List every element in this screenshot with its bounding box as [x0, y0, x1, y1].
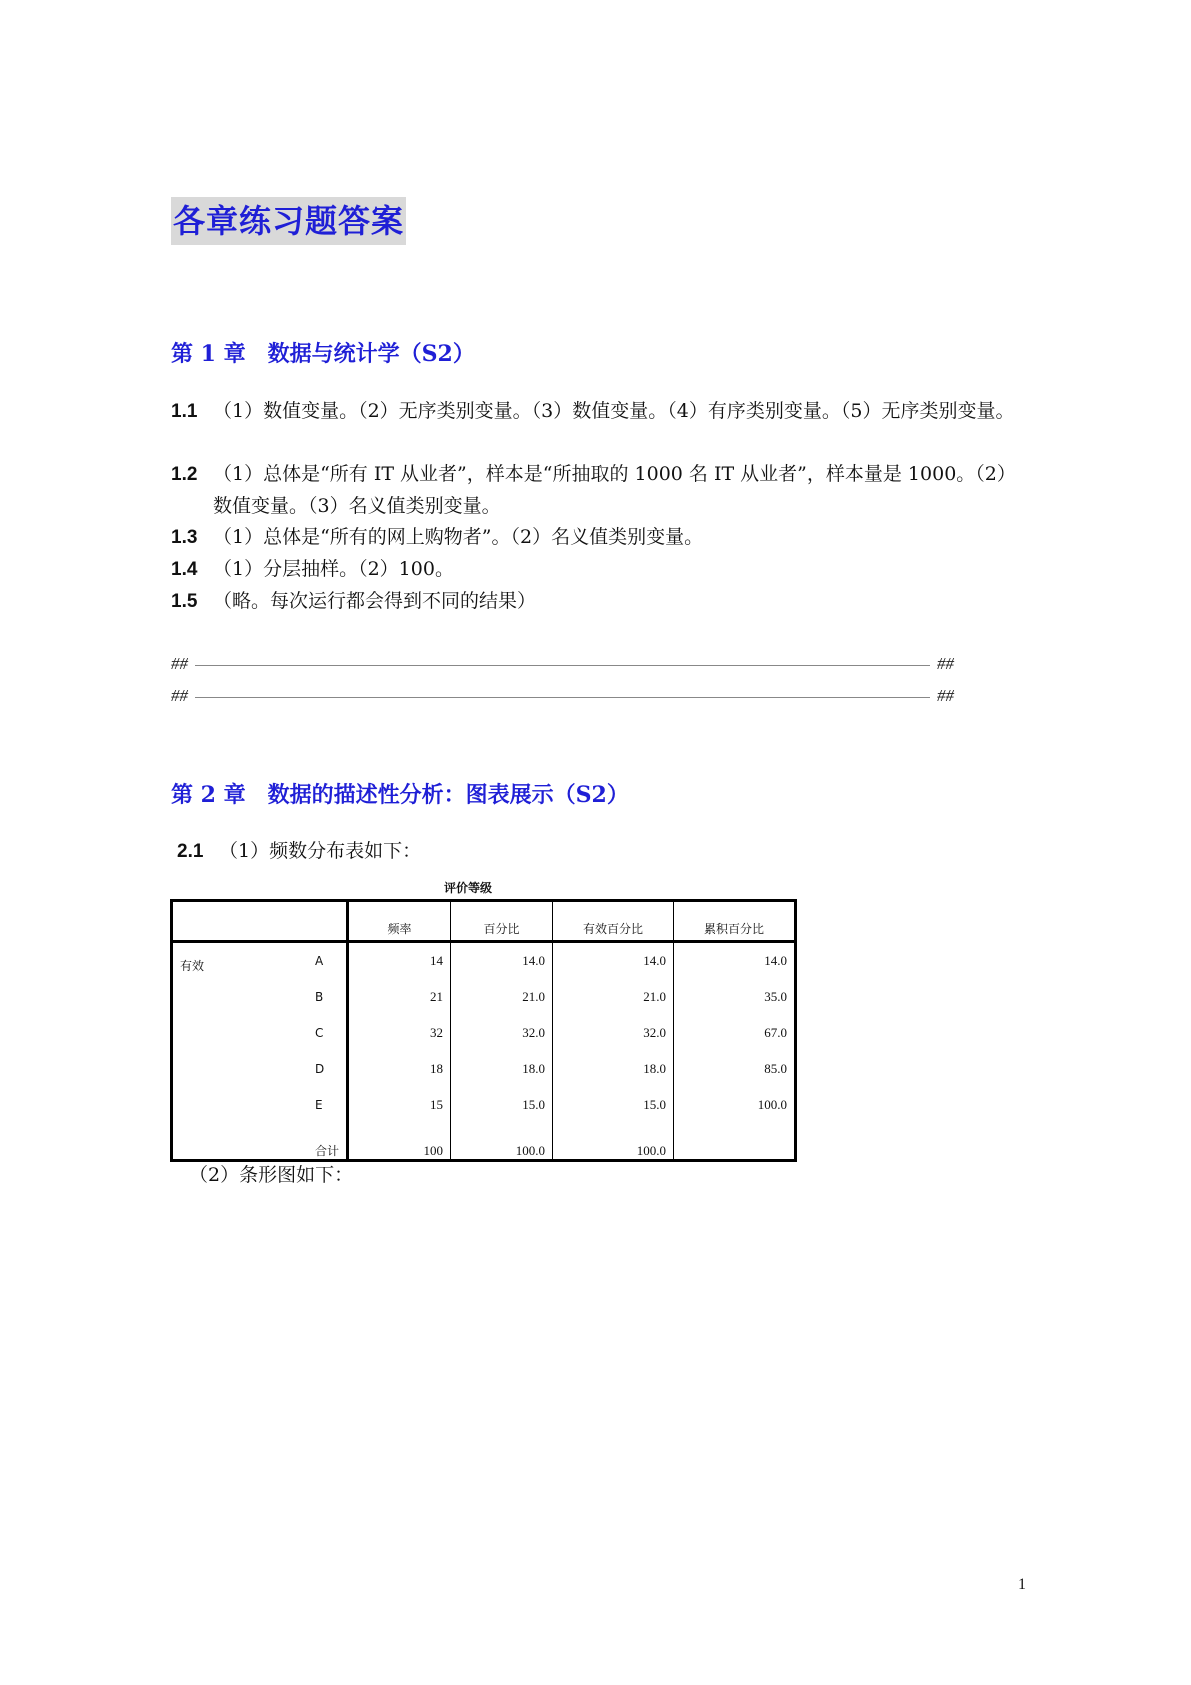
cell-frequency: 18: [348, 1051, 451, 1087]
category-label: C: [315, 1026, 324, 1040]
exercise-number: 1.3: [171, 527, 198, 548]
cell-frequency: 32: [348, 1015, 451, 1051]
cell-cumulative-percent: 14.0: [764, 953, 788, 968]
exercise-1-5: [171, 586, 1031, 618]
exercise-1-4: [171, 554, 1031, 586]
cell-percent: 18.0: [451, 1051, 553, 1087]
exercise-text: （1）分层抽样。（2）100。: [213, 558, 454, 580]
exercise-number: 1.1: [171, 401, 198, 422]
row-category: [247, 1051, 348, 1087]
cell-valid-percent: 21.0: [553, 979, 674, 1015]
row-category: [247, 1087, 348, 1123]
table-row: [172, 1015, 796, 1051]
exercise-number: 2.1: [177, 841, 204, 862]
table-row: [172, 1051, 796, 1087]
table-row: [172, 942, 796, 980]
cell-frequency: 14: [348, 942, 451, 980]
separator-line: [171, 654, 954, 674]
category-label: B: [315, 990, 324, 1004]
separator-right-mark: ##: [937, 686, 954, 705]
cell-frequency: 21: [348, 979, 451, 1015]
chapter-1-heading: 第 1 章 数据与统计学（S2）: [171, 341, 475, 367]
category-label: D: [315, 1062, 325, 1076]
cell-valid-percent: 14.0: [553, 942, 674, 980]
cell-valid-percent: 18.0: [553, 1051, 674, 1087]
column-header-percent: 百分比: [451, 901, 553, 942]
exercise-number: 1.4: [171, 559, 198, 580]
separator-rule: [195, 665, 930, 666]
column-header-cumulative-percent: 累积百分比: [674, 901, 796, 942]
exercise-text: （1）数值变量。（2）无序类别变量。（3）数值变量。（4）有序类别变量。（5）无序类别变量。: [213, 400, 1015, 422]
separator-left-mark: ##: [171, 686, 188, 705]
group-label: 有效: [180, 959, 205, 973]
exercise-1-2: [171, 459, 1031, 522]
cell-frequency: 100: [348, 1123, 451, 1161]
separator-left-mark: ##: [171, 654, 188, 673]
table-title: 评价等级: [443, 881, 492, 895]
cell-frequency: 15: [348, 1087, 451, 1123]
category-label: A: [315, 954, 324, 968]
exercise-1-1: [171, 396, 1031, 428]
cell-percent: 21.0: [451, 979, 553, 1015]
exercise-2-1: [177, 836, 1037, 868]
frequency-table: [170, 899, 797, 1162]
row-category: [247, 942, 348, 980]
table-row-total: [172, 1123, 796, 1161]
cell-valid-percent: 100.0: [553, 1123, 674, 1161]
cell-percent: 15.0: [451, 1087, 553, 1123]
cell-valid-percent: 32.0: [553, 1015, 674, 1051]
row-category: [247, 979, 348, 1015]
separator-rule: [195, 697, 930, 698]
column-header-frequency: 频率: [348, 901, 451, 942]
category-label: E: [315, 1098, 323, 1112]
table-header-row: [172, 901, 796, 942]
cell-valid-percent: 15.0: [553, 1087, 674, 1123]
category-label: 合计: [315, 1144, 340, 1158]
cell-cumulative-percent: 85.0: [764, 1061, 788, 1076]
cell-cumulative-percent: [674, 1123, 796, 1161]
exercise-text: （1）总体是“所有的网上购物者”。（2）名义值类别变量。: [213, 526, 704, 548]
exercise-number: 1.5: [171, 591, 198, 612]
cell-cumulative-percent: 100.0: [757, 1097, 788, 1112]
cell-percent: 32.0: [451, 1015, 553, 1051]
row-category: [247, 1015, 348, 1051]
table-corner-cell: [172, 901, 348, 942]
exercise-text: （1）总体是“所有 IT 从业者”，样本是“所抽取的 1000 名 IT 从业者”，样本量是 1000。（2）数值变量。（3）名义值类别变量。: [213, 463, 1016, 517]
separator-line: [171, 686, 954, 706]
page-number: 1: [1018, 1576, 1026, 1593]
column-header-valid-percent: 有效百分比: [553, 901, 674, 942]
page-title: 各章练习题答案: [171, 197, 406, 245]
exercise-text: （1）频数分布表如下：: [219, 840, 422, 862]
cell-cumulative-percent: 35.0: [764, 989, 788, 1004]
table-row: [172, 979, 796, 1015]
table-row: [172, 1087, 796, 1123]
exercise-text: （略。每次运行都会得到不同的结果）: [213, 590, 537, 612]
separator-right-mark: ##: [937, 654, 954, 673]
row-category: [247, 1123, 348, 1161]
exercise-number: 1.2: [171, 464, 198, 485]
cell-percent: 14.0: [451, 942, 553, 980]
exercise-1-3: [171, 522, 1031, 554]
chapter-2-heading: 第 2 章 数据的描述性分析：图表展示（S2）: [171, 782, 629, 808]
bar-chart-intro: （2）条形图如下：: [189, 1164, 354, 1186]
cell-percent: 100.0: [451, 1123, 553, 1161]
cell-cumulative-percent: 67.0: [764, 1025, 788, 1040]
